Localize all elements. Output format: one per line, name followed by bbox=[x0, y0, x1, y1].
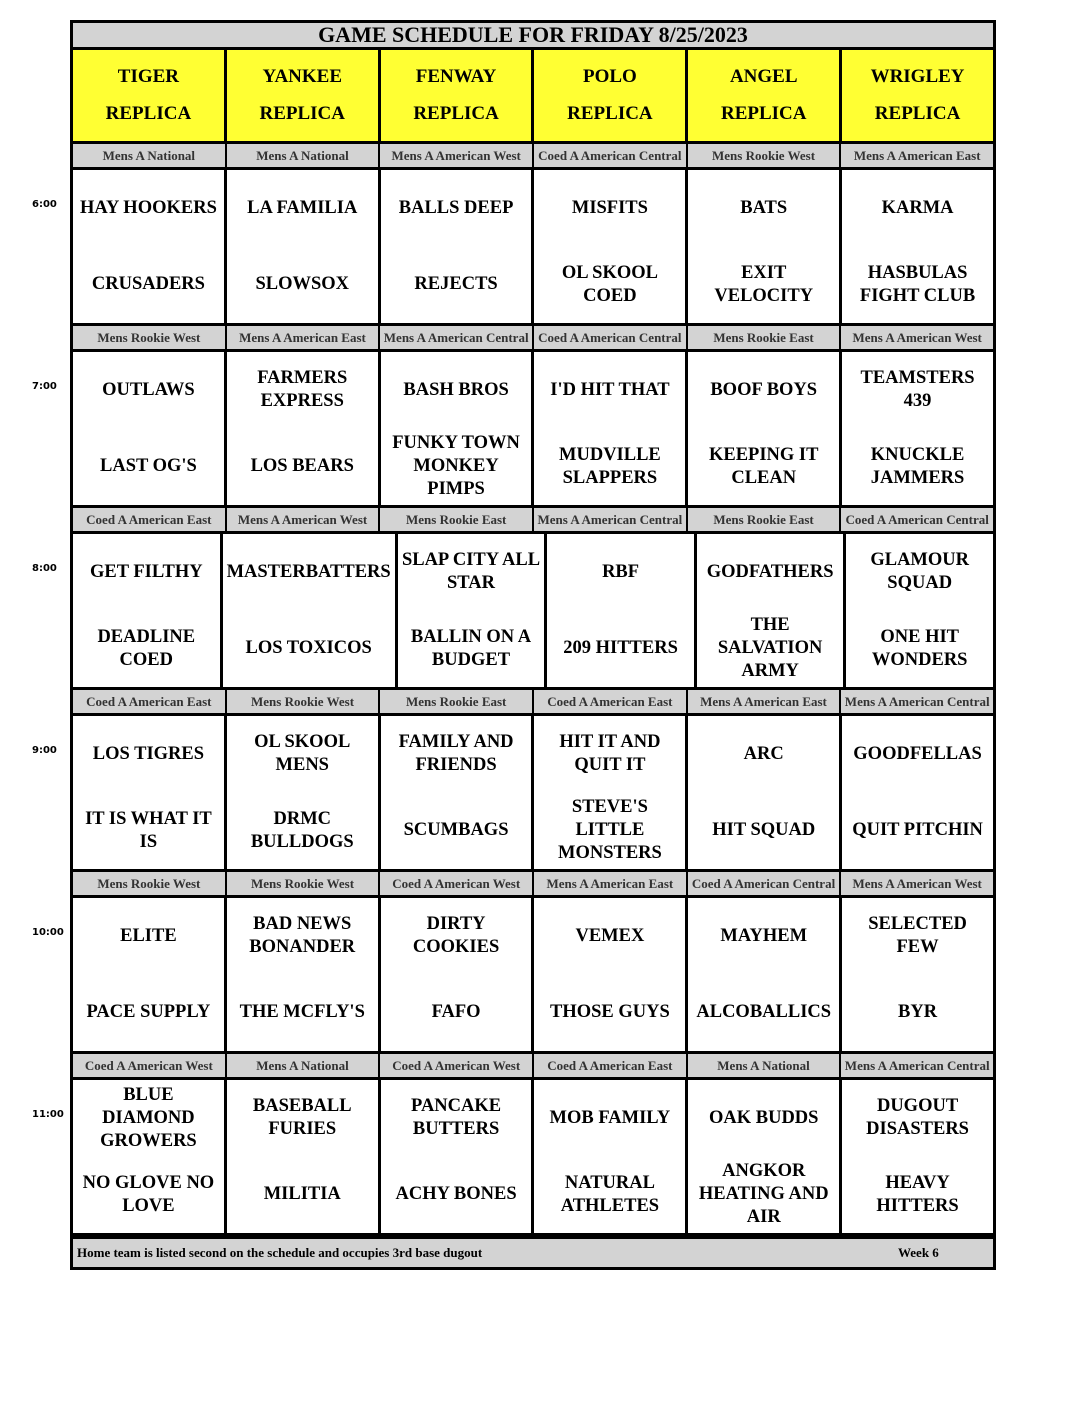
home-team: DRMC BULLDOGS bbox=[250, 808, 354, 852]
home-team: LOS TOXICOS bbox=[245, 638, 372, 659]
home-team: PACE SUPPLY bbox=[86, 1002, 211, 1023]
division-label: Mens Rookie West bbox=[227, 690, 381, 713]
away-team: FAMILY AND FRIENDS bbox=[398, 732, 514, 776]
home-team: 209 HITTERS bbox=[563, 638, 678, 659]
home-team: MILITIA bbox=[263, 1184, 341, 1205]
away-team: TEAMSTERS 439 bbox=[860, 368, 975, 412]
game-cell bbox=[227, 352, 381, 505]
game-cell bbox=[381, 898, 535, 1051]
away-team: DUGOUT DISASTERS bbox=[866, 1096, 969, 1140]
home-team: HIT SQUAD bbox=[712, 820, 816, 841]
time-label: 11:00 bbox=[32, 1109, 64, 1120]
away-team: GLAMOUR SQUAD bbox=[870, 550, 970, 594]
games-row bbox=[70, 531, 996, 690]
game-cell bbox=[381, 716, 535, 869]
away-team: OL SKOOL MENS bbox=[254, 732, 351, 776]
division-label: Mens Rookie West bbox=[73, 872, 227, 895]
away-team: SELECTED FEW bbox=[868, 914, 967, 958]
away-team: BOOF BOYS bbox=[710, 379, 818, 400]
time-label: 6:00 bbox=[32, 199, 57, 210]
division-label: Mens A National bbox=[73, 144, 227, 167]
home-team: THE SALVATION ARMY bbox=[717, 615, 823, 682]
game-cell bbox=[534, 170, 688, 323]
away-team: RBF bbox=[602, 561, 640, 582]
field-subtitle: REPLICA bbox=[413, 103, 499, 125]
away-team: SLAP CITY ALL STAR bbox=[401, 550, 541, 594]
home-team: BALLIN ON A BUDGET bbox=[410, 626, 532, 670]
game-cell bbox=[688, 170, 842, 323]
away-team: MASTERBATTERS bbox=[226, 561, 391, 582]
field-subtitle: REPLICA bbox=[105, 103, 192, 125]
field-name: FENWAY bbox=[415, 65, 497, 87]
home-team: FAFO bbox=[431, 1002, 481, 1023]
division-label: Mens Rookie West bbox=[688, 144, 842, 167]
division-label: Mens A American Central bbox=[534, 508, 688, 531]
division-label: Mens A American East bbox=[853, 147, 981, 163]
game-cell bbox=[398, 534, 548, 687]
game-cell bbox=[227, 1080, 381, 1233]
away-team: PANCAKE BUTTERS bbox=[411, 1096, 502, 1140]
game-cell bbox=[223, 534, 398, 687]
division-label: Mens A National bbox=[227, 144, 381, 167]
time-slot-block bbox=[32, 1054, 996, 1236]
game-cell bbox=[842, 1080, 993, 1233]
game-cell bbox=[227, 716, 381, 869]
away-team: HAY HOOKERS bbox=[79, 197, 217, 218]
game-cell bbox=[547, 534, 697, 687]
home-team: REJECTS bbox=[414, 274, 498, 295]
home-team: QUIT PITCHIN bbox=[852, 820, 983, 841]
field-name: TIGER bbox=[117, 65, 180, 87]
field-subtitle: REPLICA bbox=[720, 103, 807, 125]
division-label: Mens Rookie East bbox=[380, 508, 534, 531]
away-team: LOS TIGRES bbox=[92, 743, 205, 764]
time-slot-block bbox=[32, 326, 996, 508]
time-slot-block bbox=[32, 690, 996, 872]
away-team: VEMEX bbox=[575, 925, 645, 946]
away-team: GODFATHERS bbox=[706, 561, 834, 582]
away-team: OAK BUDDS bbox=[708, 1107, 819, 1128]
division-row bbox=[70, 144, 996, 167]
game-cell bbox=[688, 1080, 842, 1233]
schedule-title: GAME SCHEDULE FOR FRIDAY 8/25/2023 bbox=[70, 20, 996, 50]
field-name: ANGEL bbox=[729, 65, 798, 87]
game-cell bbox=[534, 352, 688, 505]
division-row bbox=[70, 508, 996, 531]
division-row bbox=[70, 690, 996, 713]
away-team: BAD NEWS BONANDER bbox=[249, 914, 356, 958]
home-team: FUNKY TOWN MONKEY PIMPS bbox=[392, 433, 520, 500]
division-label: Coed A American East bbox=[73, 690, 227, 713]
games-row bbox=[70, 1077, 996, 1236]
week-label: Week 6 bbox=[898, 1245, 939, 1260]
time-slot-list bbox=[32, 144, 996, 1236]
home-team: ANGKOR HEATING AND AIR bbox=[698, 1161, 829, 1228]
home-team: THOSE GUYS bbox=[550, 1002, 670, 1023]
field-name: YANKEE bbox=[262, 65, 343, 87]
away-team: GOODFELLAS bbox=[853, 743, 982, 764]
home-team: EXIT VELOCITY bbox=[714, 262, 814, 306]
home-team: ALCOBALLICS bbox=[696, 1002, 832, 1023]
division-label: Mens A American Central bbox=[844, 693, 990, 709]
home-team-note: Home team is listed second on the schedule and occupies 3rd base dugout bbox=[77, 1245, 483, 1260]
games-row bbox=[70, 167, 996, 326]
division-label: Coed A American East bbox=[73, 508, 227, 531]
game-cell bbox=[842, 716, 993, 869]
home-team: NO GLOVE NO LOVE bbox=[82, 1172, 215, 1216]
division-label: Mens A American East bbox=[534, 872, 688, 895]
home-team: MUDVILLE SLAPPERS bbox=[559, 444, 661, 488]
field-header bbox=[688, 50, 842, 141]
division-row bbox=[70, 1054, 996, 1077]
division-label: Mens A American West bbox=[852, 875, 982, 891]
game-cell bbox=[534, 716, 688, 869]
game-cell bbox=[381, 352, 535, 505]
home-team: LOS BEARS bbox=[250, 456, 354, 477]
games-row bbox=[70, 349, 996, 508]
time-label: 9:00 bbox=[32, 745, 57, 756]
division-label: Mens A American West bbox=[852, 329, 982, 345]
game-cell bbox=[73, 352, 227, 505]
away-team: BALLS DEEP bbox=[398, 197, 514, 218]
division-label: Coed A American East bbox=[534, 1054, 688, 1077]
field-subtitle: REPLICA bbox=[567, 103, 653, 125]
field-header bbox=[227, 50, 381, 141]
home-team: DEADLINE COED bbox=[97, 626, 196, 670]
home-team: HASBULAS FIGHT CLUB bbox=[859, 262, 976, 306]
division-label: Mens A National bbox=[227, 1054, 381, 1077]
division-label: Mens A American West bbox=[227, 508, 381, 531]
game-cell bbox=[227, 898, 381, 1051]
home-team: HEAVY HITTERS bbox=[876, 1172, 959, 1216]
home-team: BYR bbox=[898, 1002, 938, 1023]
field-header bbox=[73, 50, 227, 141]
games-row bbox=[70, 713, 996, 872]
home-team: THE MCFLY'S bbox=[239, 1002, 365, 1023]
field-header bbox=[534, 50, 688, 141]
away-team: BASH BROS bbox=[403, 379, 509, 400]
division-label: Mens Rookie West bbox=[227, 872, 381, 895]
division-label: Coed A American Central bbox=[534, 326, 688, 349]
home-team: IT IS WHAT IT IS bbox=[85, 808, 212, 852]
game-cell bbox=[381, 1080, 535, 1233]
away-team: MISFITS bbox=[571, 197, 648, 218]
field-header-row bbox=[70, 50, 996, 144]
away-team: BATS bbox=[740, 197, 788, 218]
field-name: POLO bbox=[582, 65, 637, 87]
field-header bbox=[842, 50, 993, 141]
away-team: BASEBALL FURIES bbox=[252, 1096, 352, 1140]
division-label: Mens Rookie East bbox=[688, 326, 842, 349]
division-label: Mens A American Central bbox=[844, 1057, 990, 1073]
division-label: Coed A American West bbox=[380, 872, 534, 895]
division-label: Mens A American West bbox=[380, 144, 534, 167]
away-team: OUTLAWS bbox=[102, 379, 195, 400]
field-name: WRIGLEY bbox=[870, 65, 965, 87]
games-row bbox=[70, 895, 996, 1054]
field-subtitle: REPLICA bbox=[259, 103, 345, 125]
division-label: Coed A American East bbox=[534, 690, 688, 713]
time-label: 10:00 bbox=[32, 927, 64, 938]
game-cell bbox=[73, 898, 227, 1051]
home-team: ACHY BONES bbox=[395, 1184, 517, 1205]
away-team: ARC bbox=[743, 743, 784, 764]
field-header bbox=[381, 50, 535, 141]
time-slot-block bbox=[32, 144, 996, 326]
home-team: SLOWSOX bbox=[255, 274, 350, 295]
game-cell bbox=[697, 534, 847, 687]
time-label: 8:00 bbox=[32, 563, 57, 574]
game-cell bbox=[227, 170, 381, 323]
division-row bbox=[70, 326, 996, 349]
game-cell bbox=[842, 170, 993, 323]
away-team: MAYHEM bbox=[720, 925, 808, 946]
away-team: KARMA bbox=[881, 197, 954, 218]
game-cell bbox=[688, 716, 842, 869]
division-label: Coed A American Central bbox=[845, 511, 989, 527]
division-label: Mens Rookie East bbox=[688, 508, 842, 531]
game-cell bbox=[688, 352, 842, 505]
time-slot-block bbox=[32, 508, 996, 690]
game-cell bbox=[73, 534, 223, 687]
game-cell bbox=[73, 716, 227, 869]
division-label: Coed A American West bbox=[380, 1054, 534, 1077]
game-cell bbox=[846, 534, 993, 687]
away-team: MOB FAMILY bbox=[549, 1107, 671, 1128]
division-label: Mens Rookie West bbox=[73, 326, 227, 349]
schedule-sheet bbox=[32, 20, 996, 1270]
home-team: KEEPING IT CLEAN bbox=[708, 444, 819, 488]
home-team: OL SKOOL COED bbox=[561, 262, 658, 306]
division-label: Mens Rookie East bbox=[380, 690, 534, 713]
division-label: Coed A American West bbox=[73, 1054, 227, 1077]
division-label: Mens A American Central bbox=[380, 326, 534, 349]
home-team: ONE HIT WONDERS bbox=[871, 626, 968, 670]
home-team: LAST OG'S bbox=[100, 456, 197, 477]
away-team: HIT IT AND QUIT IT bbox=[559, 732, 661, 776]
game-cell bbox=[534, 1080, 688, 1233]
home-team: KNUCKLE JAMMERS bbox=[870, 444, 965, 488]
away-team: ELITE bbox=[120, 925, 177, 946]
division-label: Mens A American East bbox=[227, 326, 381, 349]
game-cell bbox=[73, 170, 227, 323]
field-subtitle: REPLICA bbox=[874, 103, 961, 125]
away-team: FARMERS EXPRESS bbox=[257, 368, 348, 412]
away-team: BLUE DIAMOND GROWERS bbox=[100, 1084, 197, 1151]
game-cell bbox=[381, 170, 535, 323]
division-label: Coed A American Central bbox=[534, 144, 688, 167]
game-cell bbox=[842, 898, 993, 1051]
home-team: NATURAL ATHLETES bbox=[560, 1172, 660, 1216]
game-cell bbox=[73, 1080, 227, 1233]
schedule-footer bbox=[70, 1236, 996, 1270]
away-team: GET FILTHY bbox=[89, 561, 203, 582]
away-team: DIRTY COOKIES bbox=[412, 914, 500, 958]
division-label: Mens A National bbox=[688, 1054, 842, 1077]
game-cell bbox=[688, 898, 842, 1051]
division-label: Mens A American East bbox=[688, 690, 842, 713]
division-row bbox=[70, 872, 996, 895]
game-cell bbox=[534, 898, 688, 1051]
home-team: STEVE'S LITTLE MONSTERS bbox=[557, 797, 662, 864]
home-team: SCUMBAGS bbox=[403, 820, 509, 841]
time-slot-block bbox=[32, 872, 996, 1054]
home-team: CRUSADERS bbox=[91, 274, 205, 295]
game-cell bbox=[842, 352, 993, 505]
away-team: I'D HIT THAT bbox=[550, 379, 670, 400]
away-team: LA FAMILIA bbox=[247, 197, 358, 218]
division-label: Coed A American Central bbox=[688, 872, 842, 895]
time-label: 7:00 bbox=[32, 381, 57, 392]
